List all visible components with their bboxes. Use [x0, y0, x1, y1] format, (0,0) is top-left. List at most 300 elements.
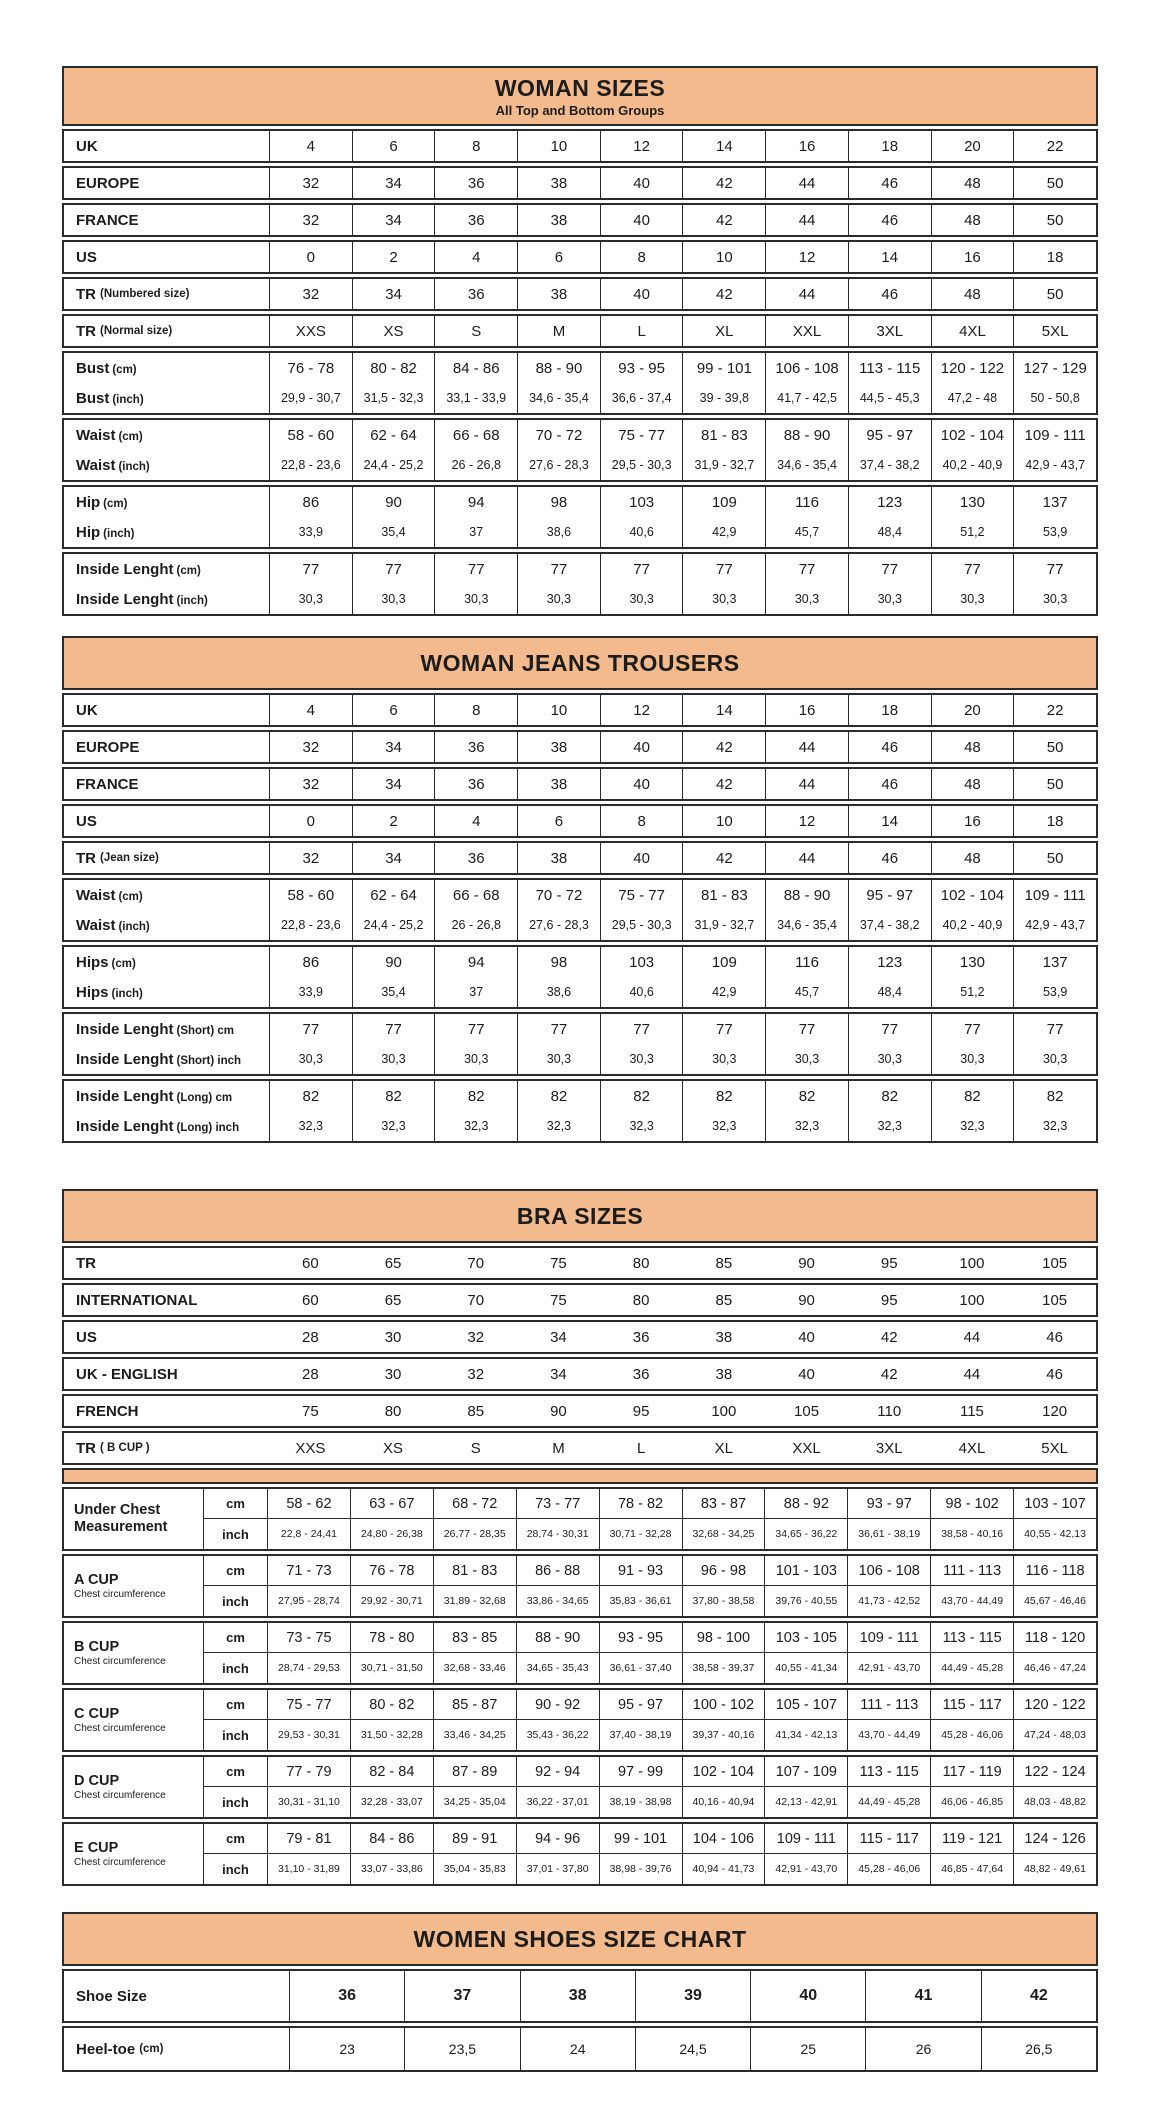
- row-label-inch: Inside Lenght (Long) inch: [76, 1117, 240, 1135]
- size-cell: 36: [434, 732, 517, 762]
- row-label: TR ( B CUP ): [76, 1439, 150, 1457]
- cup-cell-inch: 39,76 - 40,55: [764, 1586, 847, 1616]
- size-row-pair: [62, 1079, 1098, 1143]
- size-row-pair: [62, 945, 1098, 1009]
- shoe-cell: 26: [865, 2028, 980, 2070]
- size-cell-inch: 40,2 - 40,9: [931, 450, 1014, 480]
- size-row: [62, 841, 1098, 875]
- bra-cup-group: [62, 1688, 1098, 1752]
- size-cell-inch: 31,9 - 32,7: [682, 910, 765, 940]
- bra-cup-group: [62, 1755, 1098, 1819]
- size-cell-inch: 30,3: [765, 584, 848, 614]
- cup-cell-inch: 33,46 - 34,25: [433, 1720, 516, 1750]
- row-label-cm-detail: (cm): [176, 564, 201, 577]
- row-label: [64, 420, 269, 480]
- size-row: [62, 1431, 1098, 1465]
- shoe-row: [62, 2026, 1098, 2072]
- size-cell: XXL: [792, 1439, 821, 1457]
- cup-cell-cm: 73 - 77: [516, 1489, 599, 1519]
- row-label: US: [76, 812, 97, 830]
- row-label: Heel-toe (cm): [76, 2040, 164, 2058]
- bra-divider-band: [62, 1468, 1098, 1484]
- size-cell: 48: [931, 769, 1014, 799]
- size-cell-inch: 30,3: [848, 1044, 931, 1074]
- unit-inch-label: inch: [222, 1526, 249, 1542]
- cup-cell-inch: 38,98 - 39,76: [599, 1854, 682, 1884]
- size-cell-cm: 90: [352, 487, 435, 517]
- size-cell-cm: 81 - 83: [682, 880, 765, 910]
- size-cell-cm: 113 - 115: [848, 353, 931, 383]
- size-cell-inch: 37,4 - 38,2: [848, 910, 931, 940]
- size-cell-cm: 109: [682, 947, 765, 977]
- size-cell: 48: [931, 205, 1014, 235]
- size-row: [62, 1394, 1098, 1428]
- bra-sizes-header: [62, 1189, 1098, 1243]
- size-cell: 65: [384, 1291, 402, 1309]
- size-cell-inch: 44,5 - 45,3: [848, 383, 931, 413]
- size-cell-inch: 30,3: [682, 584, 765, 614]
- cup-cell-cm: 94 - 96: [516, 1824, 599, 1854]
- row-label-detail: (Numbered size): [100, 288, 190, 300]
- cup-cell-cm: 105 - 107: [764, 1690, 847, 1720]
- cup-cell-cm: 77 - 79: [267, 1757, 350, 1787]
- size-cell-inch: 24,4 - 25,2: [352, 450, 435, 480]
- row-label-inch: Hips (inch): [76, 983, 143, 1001]
- size-cell-inch: 32,3: [765, 1111, 848, 1141]
- row-label: [64, 880, 269, 940]
- cup-label: [64, 1623, 204, 1683]
- cup-cell-cm: 89 - 91: [433, 1824, 516, 1854]
- size-cell: 12: [765, 242, 848, 272]
- size-cell-inch: 33,1 - 33,9: [434, 383, 517, 413]
- cup-label-main: C CUP: [74, 1705, 120, 1722]
- cup-cell-inch: 31,10 - 31,89: [267, 1854, 350, 1884]
- size-cell: 40: [600, 732, 683, 762]
- row-label-detail: ( B CUP ): [100, 1442, 150, 1454]
- size-cell: 40: [798, 1365, 815, 1383]
- unit-cm-label: cm: [204, 1690, 267, 1720]
- row-label-inch-detail: (inch): [111, 987, 143, 1000]
- size-cell-cm: 62 - 64: [352, 880, 435, 910]
- size-cell: 100: [711, 1402, 737, 1420]
- size-cell: 46: [848, 279, 931, 309]
- cup-cell-cm: 73 - 75: [267, 1623, 350, 1653]
- cup-cell-inch: 44,49 - 45,28: [847, 1787, 930, 1817]
- size-cell: 32: [269, 279, 352, 309]
- row-label-inch-detail: (inch): [118, 920, 150, 933]
- size-cell-inch: 31,9 - 32,7: [682, 450, 765, 480]
- size-cell: 38: [715, 1328, 733, 1346]
- size-cell-inch: 30,3: [1013, 584, 1096, 614]
- size-row: [62, 804, 1098, 838]
- size-cell-cm: 77: [1013, 1014, 1096, 1044]
- cup-cell-inch: 26,77 - 28,35: [433, 1519, 516, 1549]
- size-cell-inch: 32,3: [848, 1111, 931, 1141]
- size-cell: 110: [877, 1402, 902, 1420]
- size-cell-cm: 88 - 90: [765, 420, 848, 450]
- size-cell: 105: [1042, 1291, 1068, 1309]
- size-cell: 50: [1013, 279, 1096, 309]
- shoe-cell: 23: [289, 2028, 404, 2070]
- cup-cell-cm: 91 - 93: [599, 1556, 682, 1586]
- size-cell: 48: [931, 168, 1014, 198]
- cup-cell-inch: 36,61 - 37,40: [599, 1653, 682, 1683]
- unit-inch-label: inch: [222, 1660, 249, 1676]
- size-cell-cm: 58 - 60: [269, 420, 352, 450]
- row-label-inch: Inside Lenght (inch): [76, 590, 208, 608]
- size-cell: 14: [848, 242, 931, 272]
- size-cell-inch: 30,3: [848, 584, 931, 614]
- size-cell: 4XL: [958, 1439, 986, 1457]
- size-cell: 34: [352, 279, 435, 309]
- woman-sizes-header: [62, 66, 1098, 126]
- size-cell-inch: 26 - 26,8: [434, 910, 517, 940]
- cup-cell-cm: 63 - 67: [350, 1489, 433, 1519]
- size-cell-cm: 82: [517, 1081, 600, 1111]
- size-cell: S: [470, 1439, 481, 1457]
- size-cell-cm: 82: [352, 1081, 435, 1111]
- cup-cell-cm: 103 - 107: [1013, 1489, 1096, 1519]
- size-cell: 32: [269, 732, 352, 762]
- size-cell: 40: [600, 168, 683, 198]
- size-cell: 28: [302, 1328, 319, 1346]
- size-cell-inch: 35,4: [352, 977, 435, 1007]
- size-cell-cm: 106 - 108: [765, 353, 848, 383]
- size-cell: 40: [600, 843, 683, 873]
- size-cell-cm: 75 - 77: [600, 420, 683, 450]
- size-cell-inch: 30,3: [434, 1044, 517, 1074]
- size-cell-cm: 82: [434, 1081, 517, 1111]
- cup-cell-inch: 47,24 - 48,03: [1013, 1720, 1096, 1750]
- cup-cell-inch: 33,86 - 34,65: [516, 1586, 599, 1616]
- size-cell: 46: [848, 168, 931, 198]
- cup-cell-inch: 31,50 - 32,28: [350, 1720, 433, 1750]
- size-cell-inch: 30,3: [931, 584, 1014, 614]
- size-cell-inch: 30,3: [352, 1044, 435, 1074]
- size-cell: 38: [517, 279, 600, 309]
- size-cell-cm: 103: [600, 487, 683, 517]
- size-cell-inch: 34,6 - 35,4: [765, 910, 848, 940]
- unit-cm-label: cm: [204, 1489, 267, 1519]
- cup-cell-inch: 35,43 - 36,22: [516, 1720, 599, 1750]
- size-cell: 44: [963, 1328, 981, 1346]
- cup-cell-cm: 76 - 78: [350, 1556, 433, 1586]
- size-cell-inch: 29,9 - 30,7: [269, 383, 352, 413]
- cup-cell-inch: 46,46 - 47,24: [1013, 1653, 1096, 1683]
- row-label: EUROPE: [76, 174, 140, 192]
- size-cell-cm: 77: [682, 554, 765, 584]
- size-cell: 8: [600, 806, 683, 836]
- size-cell: 40: [600, 205, 683, 235]
- size-cell-inch: 32,3: [517, 1111, 600, 1141]
- size-cell: 46: [848, 205, 931, 235]
- size-cell: 3XL: [848, 316, 931, 346]
- size-cell: 44: [765, 168, 848, 198]
- size-row-pair: [62, 1012, 1098, 1076]
- size-cell: 38: [715, 1365, 733, 1383]
- shoe-cell: 41: [865, 1971, 980, 2021]
- size-cell: 32: [269, 168, 352, 198]
- cup-cell-inch: 27,95 - 28,74: [267, 1586, 350, 1616]
- size-row: [62, 693, 1098, 727]
- size-cell: 32: [269, 769, 352, 799]
- size-cell-inch: 40,6: [600, 977, 683, 1007]
- cup-cell-inch: 30,71 - 31,50: [350, 1653, 433, 1683]
- size-cell-inch: 39 - 39,8: [682, 383, 765, 413]
- row-label-inch-detail: (inch): [176, 594, 208, 607]
- size-cell-cm: 70 - 72: [517, 420, 600, 450]
- size-cell: 34: [352, 205, 435, 235]
- cup-cell-inch: 38,19 - 38,98: [599, 1787, 682, 1817]
- row-label-cm-detail: (cm): [118, 890, 143, 903]
- size-cell-inch: 30,3: [434, 584, 517, 614]
- cup-cell-inch: 45,67 - 46,46: [1013, 1586, 1096, 1616]
- size-cell: 46: [848, 732, 931, 762]
- size-cell: M: [517, 316, 600, 346]
- size-cell-inch: 51,2: [931, 977, 1014, 1007]
- size-cell-cm: 75 - 77: [600, 880, 683, 910]
- cup-cell-inch: 34,65 - 36,22: [764, 1519, 847, 1549]
- size-cell-cm: 82: [848, 1081, 931, 1111]
- cup-cell-cm: 115 - 117: [847, 1824, 930, 1854]
- size-cell: 34: [550, 1365, 567, 1383]
- bra-cup-rows: [62, 1487, 1098, 1886]
- size-cell-inch: 40,6: [600, 517, 683, 547]
- size-cell-inch: 34,6 - 35,4: [517, 383, 600, 413]
- size-cell: 100: [959, 1254, 985, 1272]
- row-label: FRENCH: [76, 1402, 139, 1420]
- cup-cell-cm: 107 - 109: [764, 1757, 847, 1787]
- size-cell-inch: 36,6 - 37,4: [600, 383, 683, 413]
- size-cell-inch: 37: [434, 517, 517, 547]
- size-cell-cm: 93 - 95: [600, 353, 683, 383]
- size-cell-inch: 40,2 - 40,9: [931, 910, 1014, 940]
- size-cell: 34: [352, 769, 435, 799]
- size-cell-inch: 42,9: [682, 517, 765, 547]
- size-cell-inch: 35,4: [352, 517, 435, 547]
- cup-cell-inch: 39,37 - 40,16: [682, 1720, 765, 1750]
- size-cell-inch: 30,3: [269, 584, 352, 614]
- size-cell: 32: [467, 1365, 485, 1383]
- size-row: [62, 277, 1098, 311]
- size-cell-cm: 77: [765, 1014, 848, 1044]
- cup-cell-cm: 88 - 92: [764, 1489, 847, 1519]
- size-cell-cm: 77: [848, 1014, 931, 1044]
- size-cell: 90: [798, 1291, 815, 1309]
- cup-cell-cm: 111 - 113: [930, 1556, 1013, 1586]
- size-row-pair: [62, 485, 1098, 549]
- size-cell: 36: [632, 1365, 650, 1383]
- row-label: US: [76, 1328, 97, 1346]
- size-cell: 34: [352, 168, 435, 198]
- cup-cell-inch: 46,06 - 46,85: [930, 1787, 1013, 1817]
- size-cell-cm: 88 - 90: [517, 353, 600, 383]
- size-cell: 6: [352, 131, 435, 161]
- size-cell-cm: 116: [765, 947, 848, 977]
- size-cell-cm: 77: [269, 554, 352, 584]
- shoes-size-rows: [62, 1969, 1098, 2072]
- cup-label: [64, 1556, 204, 1616]
- row-label-cm: Inside Lenght (Short) cm: [76, 1020, 234, 1038]
- size-cell-cm: 62 - 64: [352, 420, 435, 450]
- cup-cell-cm: 97 - 99: [599, 1757, 682, 1787]
- size-cell-inch: 31,5 - 32,3: [352, 383, 435, 413]
- cup-cell-cm: 80 - 82: [350, 1690, 433, 1720]
- size-cell-cm: 82: [682, 1081, 765, 1111]
- cup-cell-cm: 78 - 82: [599, 1489, 682, 1519]
- size-cell-cm: 86: [269, 487, 352, 517]
- cup-cell-inch: 38,58 - 40,16: [930, 1519, 1013, 1549]
- bra-cup-group: [62, 1621, 1098, 1685]
- row-label: FRANCE: [76, 211, 139, 229]
- size-cell: 10: [682, 242, 765, 272]
- size-cell: 50: [1013, 769, 1096, 799]
- size-cell: 75: [302, 1402, 319, 1420]
- size-cell-inch: 53,9: [1013, 517, 1096, 547]
- size-cell-cm: 77: [352, 1014, 435, 1044]
- size-cell-inch: 30,3: [600, 584, 683, 614]
- size-cell-inch: 48,4: [848, 517, 931, 547]
- row-label: Shoe Size: [76, 1987, 147, 2005]
- size-cell: 46: [1046, 1365, 1063, 1383]
- bra-sizes-title: BRA SIZES: [516, 1202, 644, 1229]
- cup-cell-cm: 111 - 113: [847, 1690, 930, 1720]
- cup-cell-cm: 98 - 100: [682, 1623, 765, 1653]
- row-label-inch-detail: (inch): [112, 393, 144, 406]
- size-cell-cm: 77: [352, 554, 435, 584]
- size-cell-cm: 120 - 122: [931, 353, 1014, 383]
- size-cell: 20: [931, 131, 1014, 161]
- cup-cell-inch: 30,31 - 31,10: [267, 1787, 350, 1817]
- size-cell: 5XL: [1041, 1439, 1068, 1457]
- size-cell: 18: [848, 131, 931, 161]
- row-label: [64, 1081, 269, 1141]
- size-cell-cm: 77: [434, 554, 517, 584]
- size-row: [62, 1357, 1098, 1391]
- cup-cell-cm: 85 - 87: [433, 1690, 516, 1720]
- bra-sizes-rows: [62, 1246, 1098, 1465]
- cup-cell-cm: 88 - 90: [516, 1623, 599, 1653]
- size-cell: 44: [765, 843, 848, 873]
- unit-cm-label: cm: [204, 1824, 267, 1854]
- size-cell: 6: [517, 242, 600, 272]
- cup-cell-cm: 84 - 86: [350, 1824, 433, 1854]
- cup-cell-cm: 99 - 101: [599, 1824, 682, 1854]
- size-cell-inch: 32,3: [1013, 1111, 1096, 1141]
- size-cell-inch: 26 - 26,8: [434, 450, 517, 480]
- cup-cell-inch: 42,91 - 43,70: [764, 1854, 847, 1884]
- size-row-pair: [62, 418, 1098, 482]
- size-cell-inch: 38,6: [517, 517, 600, 547]
- size-cell: 12: [600, 695, 683, 725]
- cup-cell-cm: 90 - 92: [516, 1690, 599, 1720]
- size-cell-inch: 53,9: [1013, 977, 1096, 1007]
- row-label: [64, 1014, 269, 1074]
- size-cell: 4XL: [931, 316, 1014, 346]
- size-row: [62, 166, 1098, 200]
- row-label-inch: Inside Lenght (Short) inch: [76, 1050, 242, 1068]
- size-cell: 18: [848, 695, 931, 725]
- cup-cell-cm: 79 - 81: [267, 1824, 350, 1854]
- size-cell: 95: [632, 1402, 650, 1420]
- cup-cell-cm: 103 - 105: [764, 1623, 847, 1653]
- size-cell: 75: [550, 1291, 567, 1309]
- size-cell-cm: 95 - 97: [848, 420, 931, 450]
- shoes-size-table: [62, 1912, 1098, 2072]
- size-row: [62, 240, 1098, 274]
- size-cell: S: [434, 316, 517, 346]
- cup-cell-inch: 37,01 - 37,80: [516, 1854, 599, 1884]
- cup-cell-inch: 40,55 - 41,34: [764, 1653, 847, 1683]
- cup-cell-cm: 87 - 89: [433, 1757, 516, 1787]
- row-label-cm-detail: (Long) cm: [176, 1091, 233, 1104]
- size-cell-cm: 130: [931, 487, 1014, 517]
- size-cell-inch: 27,6 - 28,3: [517, 450, 600, 480]
- size-cell-cm: 109: [682, 487, 765, 517]
- size-cell: 40: [600, 279, 683, 309]
- size-cell: 36: [434, 168, 517, 198]
- shoes-size-title: WOMEN SHOES SIZE CHART: [413, 1925, 747, 1952]
- size-cell: 16: [931, 242, 1014, 272]
- size-chart-sheet: [62, 66, 1098, 2072]
- size-cell: 46: [848, 843, 931, 873]
- size-cell-cm: 58 - 60: [269, 880, 352, 910]
- size-cell: 6: [517, 806, 600, 836]
- row-label-cm-detail: (cm): [112, 363, 137, 376]
- row-label-detail: (Normal size): [100, 325, 173, 337]
- size-cell-cm: 137: [1013, 947, 1096, 977]
- size-cell: 38: [517, 205, 600, 235]
- row-label: [64, 554, 269, 614]
- cup-cell-cm: 119 - 121: [930, 1824, 1013, 1854]
- size-cell-cm: 77: [848, 554, 931, 584]
- size-cell: 50: [1013, 168, 1096, 198]
- size-cell: 16: [765, 695, 848, 725]
- size-cell: 44: [765, 732, 848, 762]
- size-row-pair: [62, 552, 1098, 616]
- size-cell-inch: 33,9: [269, 977, 352, 1007]
- row-label-cm: Bust (cm): [76, 359, 137, 377]
- size-cell: 85: [715, 1254, 733, 1272]
- cup-label-sub: Chest circumference: [74, 1589, 166, 1601]
- size-cell: 34: [550, 1328, 567, 1346]
- size-row: [62, 203, 1098, 237]
- size-cell: 120: [1042, 1402, 1068, 1420]
- cup-cell-inch: 48,82 - 49,61: [1013, 1854, 1096, 1884]
- woman-sizes-rows: [62, 129, 1098, 616]
- cup-cell-cm: 83 - 85: [433, 1623, 516, 1653]
- row-label-cm-detail: (cm): [118, 430, 143, 443]
- size-row-pair: [62, 878, 1098, 942]
- size-cell: 28: [302, 1365, 319, 1383]
- jeans-trousers-title: WOMAN JEANS TROUSERS: [420, 649, 740, 676]
- shoe-cell: 38: [520, 1971, 635, 2021]
- size-cell-inch: 32,3: [600, 1111, 683, 1141]
- size-cell: 14: [682, 131, 765, 161]
- size-cell: XXL: [765, 316, 848, 346]
- cup-label: [64, 1757, 204, 1817]
- cup-cell-cm: 86 - 88: [516, 1556, 599, 1586]
- size-cell: 80: [632, 1291, 650, 1309]
- size-cell: M: [552, 1439, 565, 1457]
- row-label: UK - ENGLISH: [76, 1365, 178, 1383]
- cup-cell-cm: 122 - 124: [1013, 1757, 1096, 1787]
- cup-cell-cm: 71 - 73: [267, 1556, 350, 1586]
- cup-cell-inch: 43,70 - 44,49: [930, 1586, 1013, 1616]
- cup-cell-cm: 106 - 108: [847, 1556, 930, 1586]
- size-cell: 90: [550, 1402, 567, 1420]
- size-cell-cm: 82: [600, 1081, 683, 1111]
